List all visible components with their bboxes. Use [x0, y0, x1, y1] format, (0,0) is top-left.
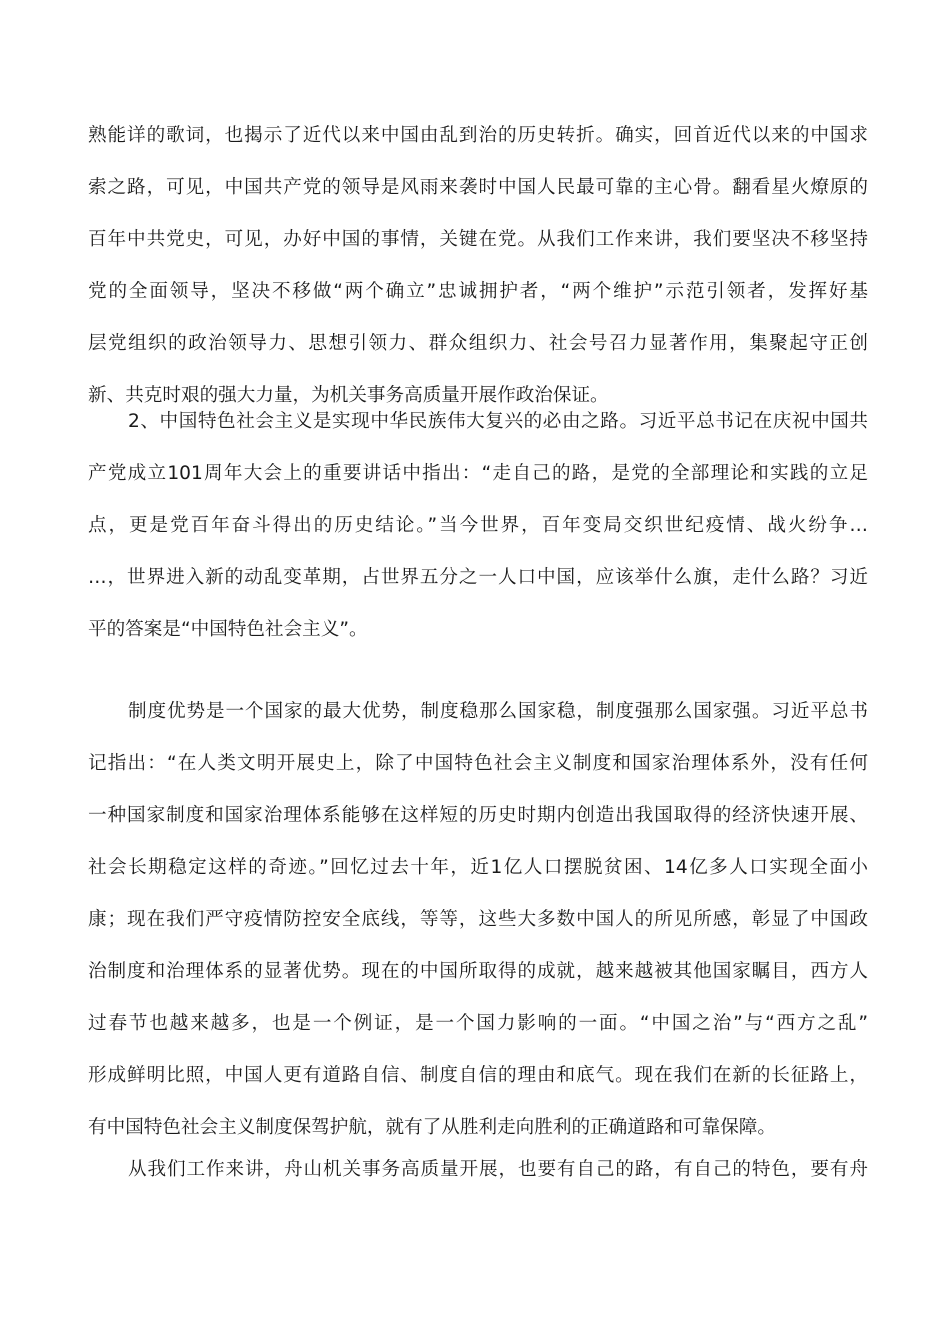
text-line: 有中国特色社会主义制度保驾护航，就有了从胜利走向胜利的正确道路和可靠保障。 [88, 1117, 776, 1138]
text-line: 新、共克时艰的强大力量，为机关事务高质量开展作政治保证。 [88, 385, 609, 406]
text-line: 2、中国特色社会主义是实现中华民族伟大复兴的必由之路。习近平总书记在庆祝中国共 [128, 411, 868, 432]
text-line: …，世界进入新的动乱变革期，占世界五分之一人口中国，应该举什么旗，走什么路？习近 [88, 567, 868, 588]
text-line: 层党组织的政治领导力、思想引领力、群众组织力、社会号召力显著作用，集聚起守正创 [88, 333, 868, 354]
text-line: 从我们工作来讲，舟山机关事务高质量开展，也要有自己的路，有自己的特色，要有舟 [128, 1159, 868, 1180]
text-line: 索之路，可见，中国共产党的领导是风雨来袭时中国人民最可靠的主心骨。翻看星火燎原的 [88, 177, 868, 198]
text-line: 过春节也越来越多，也是一个例证，是一个国力影响的一面。“中国之治”与“西方之乱” [88, 1013, 868, 1034]
text-line: 康；现在我们严守疫情防控安全底线，等等，这些大多数中国人的所见所感，彰显了中国政 [88, 909, 868, 930]
paragraph-socialist-road [88, 396, 868, 656]
paragraph-institutional-advantage [88, 686, 868, 1154]
text-line: 社会长期稳定这样的奇迹。”回忆过去十年，近1亿人口摆脱贫困、14亿多人口实现全面小 [88, 857, 868, 878]
paragraph-party-leadership [88, 110, 868, 422]
text-line: 平的答案是“中国特色社会主义”。 [88, 619, 368, 640]
text-line: 一种国家制度和国家治理体系能够在这样短的历史时期内创造出我国取得的经济快速开展、 [88, 805, 868, 826]
text-line: 记指出：“在人类文明开展史上，除了中国特色社会主义制度和国家治理体系外，没有任何 [88, 753, 868, 774]
text-line: 制度优势是一个国家的最大优势，制度稳那么国家稳，制度强那么国家强。习近平总书 [128, 701, 868, 722]
text-line: 党的全面领导，坚决不移做“两个确立”忠诚拥护者，“两个维护”示范引领者，发挥好基 [88, 281, 868, 302]
text-line: 产党成立101周年大会上的重要讲话中指出：“走自己的路，是党的全部理论和实践的立足 [88, 463, 868, 484]
text-line: 百年中共党史，可见，办好中国的事情，关键在党。从我们工作来讲，我们要坚决不移坚持 [88, 229, 868, 250]
text-line: 点，更是党百年奋斗得出的历史结论。”当今世界，百年变局交织世纪疫情、战火纷争… [88, 515, 868, 536]
text-line: 形成鲜明比照，中国人更有道路自信、制度自信的理由和底气。现在我们在新的长征路上， [88, 1065, 868, 1086]
text-line: 治制度和治理体系的显著优势。现在的中国所取得的成就，越来越被其他国家瞩目，西方人 [88, 961, 868, 982]
paragraph-zhoushan-work [88, 1144, 868, 1196]
text-line: 熟能详的歌词，也揭示了近代以来中国由乱到治的历史转折。确实，回首近代以来的中国求 [88, 125, 868, 146]
